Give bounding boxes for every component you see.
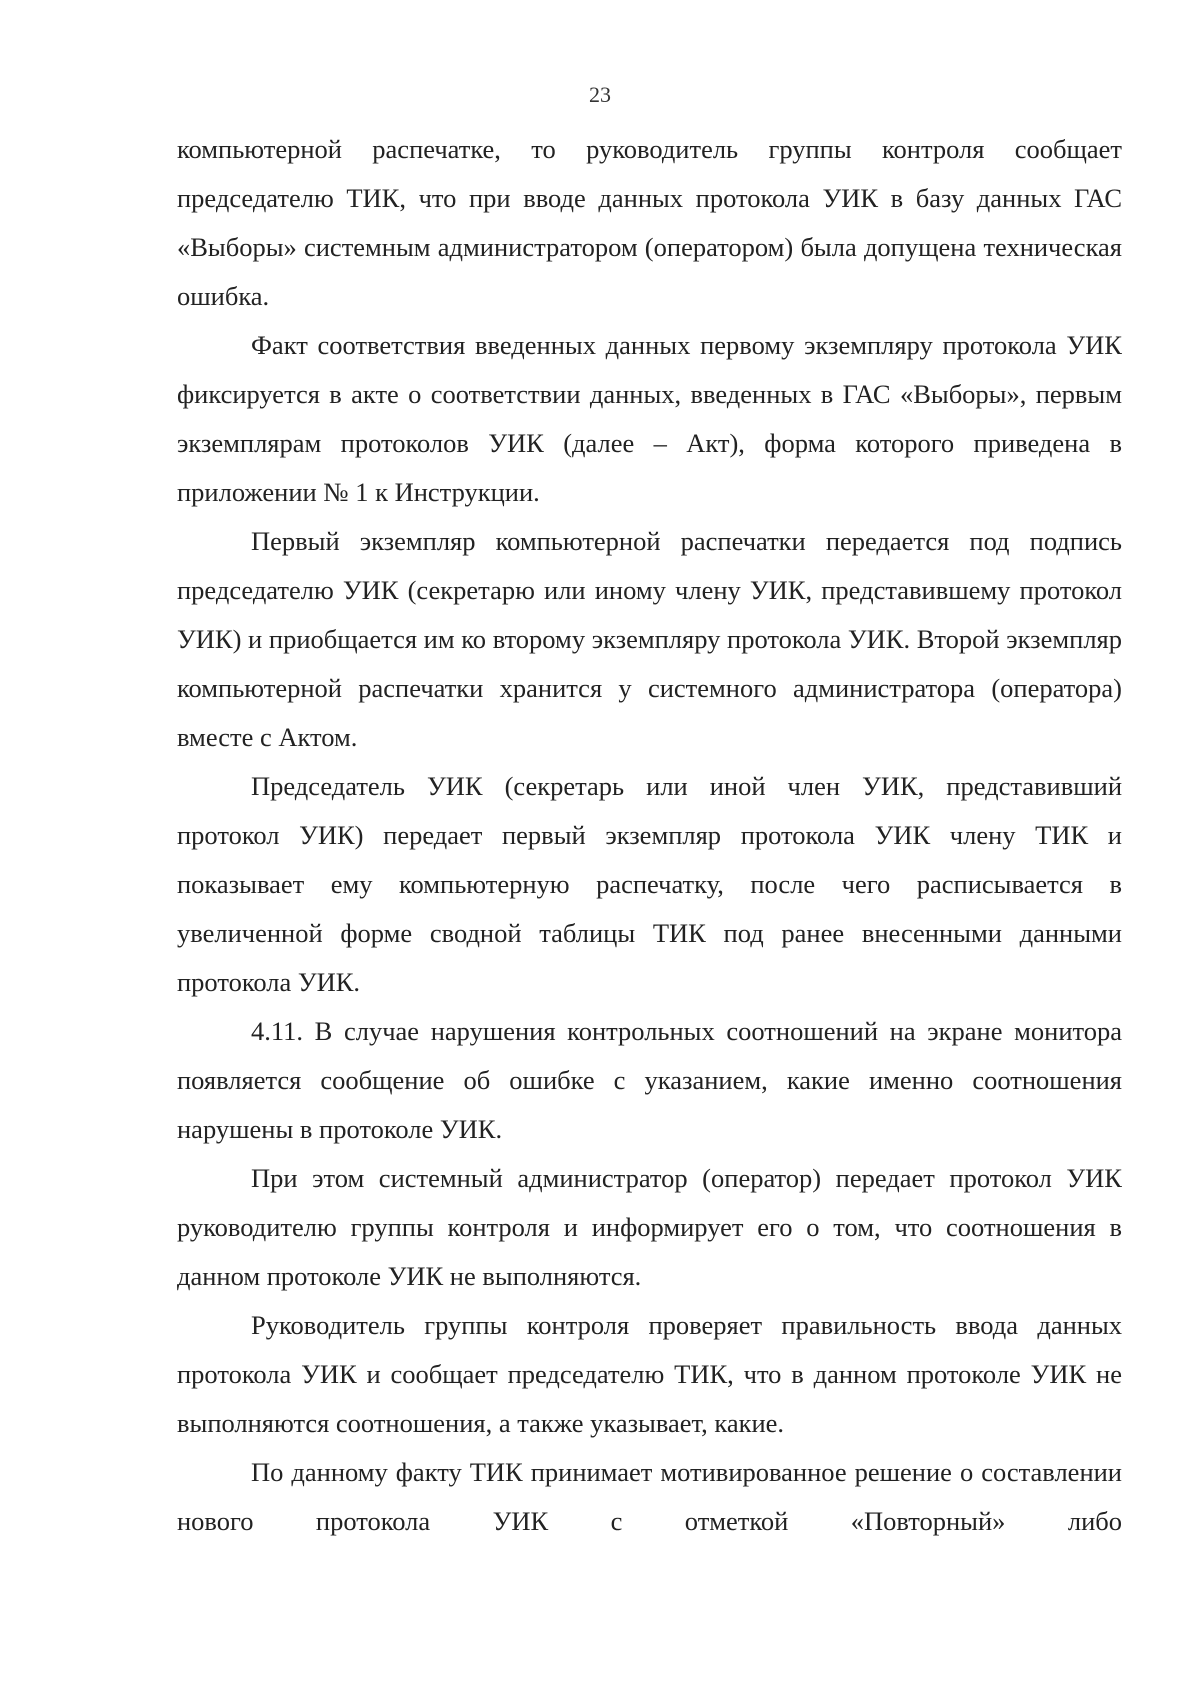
paragraph-1: компьютерной распечатке, то руководитель группы контроля сообщает председателю ТИК, что при вводе данных протокола УИК в базу данных ГАС «Выборы» системным администратором (оператором) была допущена техническая ошибка. — [177, 134, 1122, 311]
paragraph-6: При этом системный администратор (оператор) передает протокол УИК руководителю группы контроля и информирует его о том, что соотношения в данном протоколе УИК не выполняются. — [177, 1163, 1122, 1291]
page-number: 23 — [589, 82, 611, 107]
paragraph-4: Председатель УИК (секретарь или иной член УИК, представивший протокол УИК) передает первый экземпляр протокола УИК члену ТИК и показывает ему компьютерную распечатку, после чего расписывается в увеличенной форме сводной таблицы ТИК под ранее внесенными данными протокола УИК. — [177, 771, 1122, 997]
body-text — [177, 125, 1122, 1546]
paragraph-8: По данному факту ТИК принимает мотивированное решение о составлении нового протокола УИК с отметкой «Повторный» либо — [177, 1457, 1122, 1536]
paragraph-2: Факт соответствия введенных данных первому экземпляру протокола УИК фиксируется в акте о соответствии данных, введенных в ГАС «Выборы», первым экземплярам протоколов УИК (далее – Акт), форма которого приведена в приложении № 1 к Инструкции. — [177, 330, 1122, 507]
paragraph-7: Руководитель группы контроля проверяет правильность ввода данных протокола УИК и сообщает председателю ТИК, что в данном протоколе УИК не выполняются соотношения, а также указывает, какие. — [177, 1310, 1122, 1438]
paragraph-3: Первый экземпляр компьютерной распечатки передается под подпись председателю УИК (секретарю или иному члену УИК, представившему протокол УИК) и приобщается им ко второму экземпляру протокола УИК. Второй экземпляр компьютерной распечатки хранится у системного администратора (оператора) вместе с Актом. — [177, 526, 1122, 752]
paragraph-5: 4.11. В случае нарушения контрольных соотношений на экране монитора появляется сообщение об ошибке с указанием, какие именно соотношения нарушены в протоколе УИК. — [177, 1016, 1122, 1144]
